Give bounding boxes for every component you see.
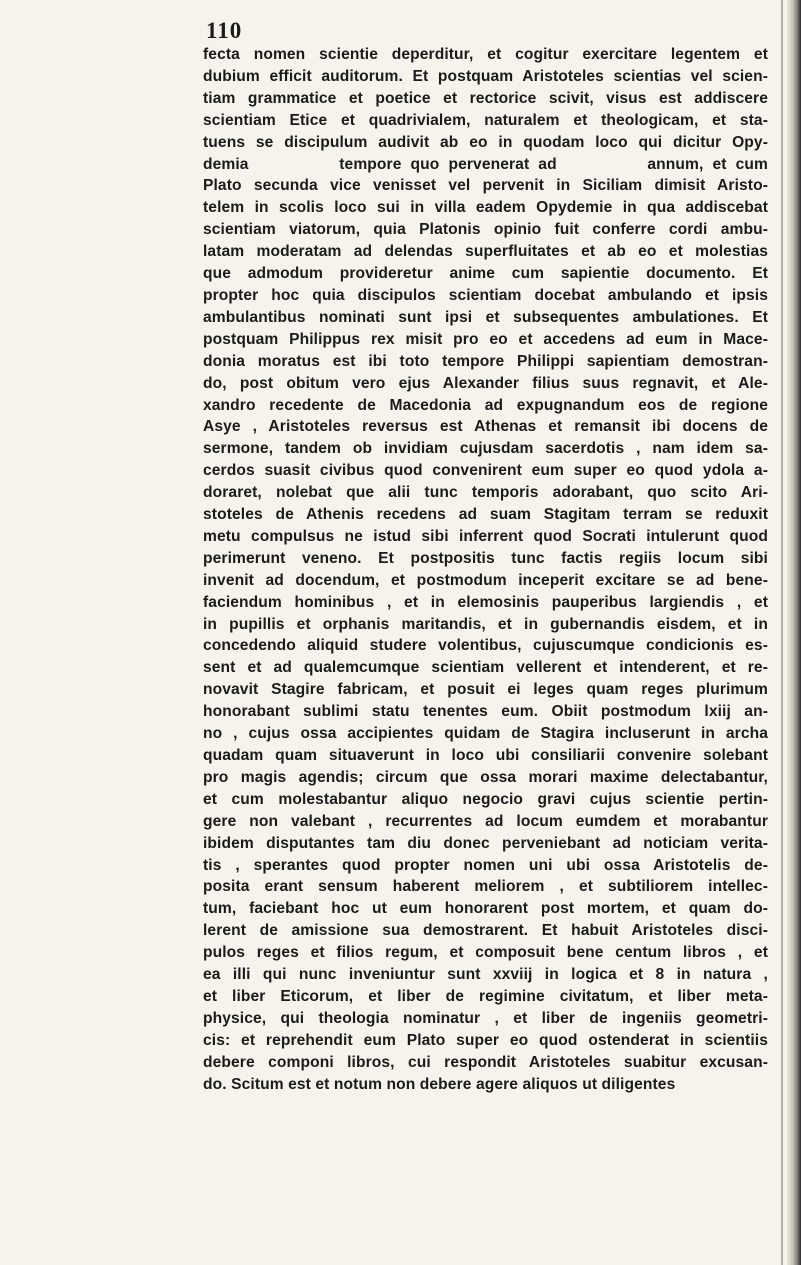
text-line: in pupillis et orphanis maritandis, et in gubernandis eisdem, et in [203, 615, 768, 633]
text-line: do. Scitum est et notum non debere agere aliquos ut diligentes [203, 1075, 676, 1093]
text-line: tuens se discipulum audivit ab eo in quodam loco qui dicitur Opy- [203, 133, 768, 151]
text-line: propter hoc quia discipulos scientiam docebat ambulando et ipsis [203, 286, 768, 304]
text-line: donia moratus est ibi toto tempore Philippi sapientiam demostran- [203, 352, 768, 370]
text-line: metu compulsus ne istud sibi inferrent quod Socrati intulerunt quod [203, 527, 768, 545]
text-line: cis: et reprehendit eum Plato super eo quod ostenderat in scientiis [203, 1031, 768, 1049]
text-line: perimerunt veneno. Et postpositis tunc factis regiis locum sibi [203, 549, 768, 567]
text-line: stoteles de Athenis recedens ad suam Stagitam terram se reduxit [203, 506, 768, 524]
text-line: invenit ad docendum, et postmodum inceperit excitare se ad bene- [203, 571, 768, 589]
text-line: telem in scolis loco sui in villa eadem Opydemie in qua addiscebat [203, 199, 768, 217]
text-line: ibidem disputantes tam diu donec perveniebant ad noticiam verita- [203, 834, 768, 852]
book-binding-edge [787, 0, 801, 1265]
text-line: et liber Eticorum, et liber de regimine civitatum, et liber meta- [203, 987, 768, 1005]
text-line: faciendum hominibus , et in elemosinis pauperibus largiendis , et [203, 593, 768, 611]
text-line: sermone, tandem ob invidiam cujusdam sacerdotis , nam idem sa- [203, 440, 768, 458]
body-text [203, 44, 768, 1096]
text-line: dubium efficit auditorum. Et postquam Aristoteles scientias vel scien- [203, 67, 768, 85]
text-line: ea illi qui nunc inveniuntur sunt xxviij in logica et 8 in natura , [203, 966, 768, 984]
text-line: scientiam Etice et quadrivialem, naturalem et theologicam, et sta- [203, 111, 768, 129]
text-line: fecta nomen scientie deperditur, et cogitur exercitare legentem et [203, 46, 768, 63]
text-line: honorabant sublimi statu tenentes eum. Obiit postmodum lxiij an- [203, 703, 768, 721]
text-line: tum, faciebant hoc ut eum honorarent post mortem, et quam do- [203, 900, 768, 918]
text-line: et cum molestabantur aliquo negocio gravi cujus scientie pertin- [203, 790, 768, 808]
text-line: pulos reges et filios regum, et composuit bene centum libros , et [203, 944, 768, 962]
text-line: no , cujus ossa accipientes quidam de Stagira incluserunt in archa [203, 725, 768, 743]
text-line: scientiam viatorum, quia Platonis opinio fuit conferre cordi ambu- [203, 221, 768, 239]
text-line: doraret, nolebat que alii tunc temporis adorabant, quo scito Ari- [203, 484, 768, 502]
text-line: quadam quam situaverunt in loco ubi consiliarii convenire solebant [203, 747, 768, 764]
text-line: xandro recedente de Macedonia ad expugnandum eos de regione [203, 396, 768, 414]
text-line: physice, qui theologia nominatur , et liber de ingeniis geometri- [203, 1009, 768, 1027]
text-line: posita erant sensum haberent meliorem , et subtiliorem intellec- [203, 878, 768, 896]
text-line: que admodum provideretur anime cum sapientie documento. Et [203, 265, 768, 283]
text-line: gere non valebant , recurrentes ad locum eumdem et morabantur [203, 812, 768, 830]
text-line: pro magis agendis; circum que ossa morari maxime delectabantur, [203, 768, 768, 786]
text-line: tis , sperantes quod propter nomen uni ubi ossa Aristotelis de- [203, 856, 768, 874]
text-line: cerdos suasit civibus quod convenirent eum super eo quod ydola a- [203, 462, 768, 480]
text-line: Asye , Aristoteles reversus est Athenas et remansit ibi docens de [203, 418, 768, 436]
text-line: Plato secunda vice venisset vel pervenit in Siciliam dimisit Aristo- [203, 177, 768, 195]
text-line: concedendo aliquid studere volentibus, cujuscumque condicionis es- [203, 637, 768, 655]
page-edge-line [781, 0, 783, 1265]
text-line: novavit Stagire fabricam, et posuit ei leges quam reges plurimum [203, 681, 768, 699]
text-line: debere componi libros, cui respondit Aristoteles suabitur excusan- [203, 1053, 768, 1071]
text-line: sent et ad qualemcumque scientiam vellerent et intenderent, et re- [203, 659, 768, 677]
text-line: do, post obitum vero ejus Alexander filius suus regnavit, et Ale- [203, 374, 768, 392]
text-line: tiam grammatice et poetice et rectorice scivit, visus est addiscere [203, 89, 768, 107]
text-line: lerent de amissione sua demostrarent. Et habuit Aristoteles disci- [203, 922, 768, 940]
text-line: demia tempore quo pervenerat ad annum, et cum [203, 155, 768, 173]
text-line: latam moderatam ad delendas superfluitates et ab eo et molestias [203, 243, 768, 261]
text-line: postquam Philippus rex misit pro eo et accedens ad eum in Mace- [203, 330, 768, 348]
page-number: 110 [206, 18, 243, 43]
text-line: ambulantibus nominati sunt ipsi et subsequentes ambulationes. Et [203, 308, 768, 326]
